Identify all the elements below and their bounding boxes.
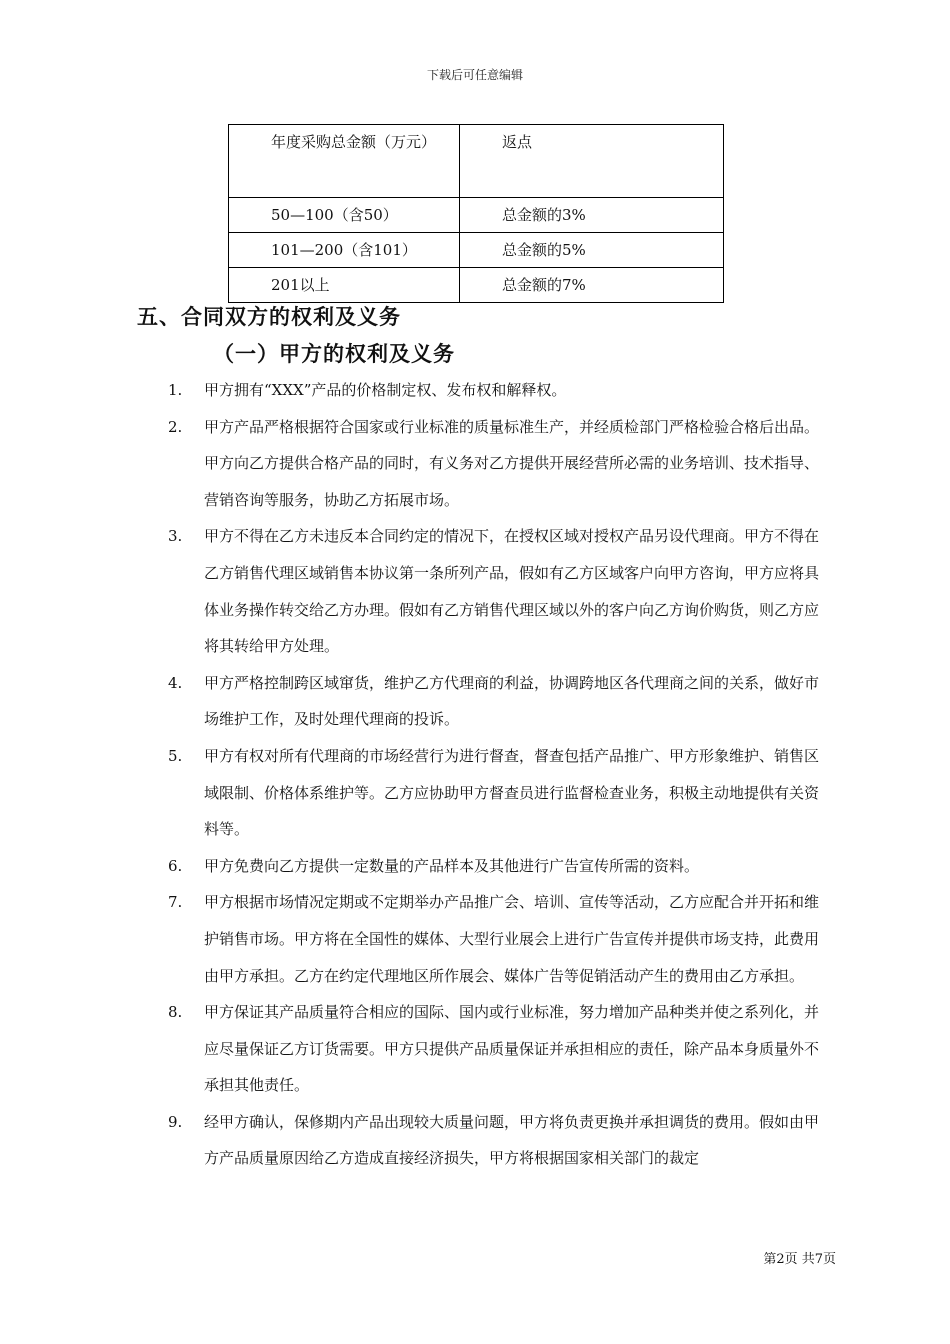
table-cell-amount: 101—200（含101）: [229, 233, 460, 268]
page-footer: 第2页 共7页: [763, 1252, 836, 1267]
table-row: [229, 268, 724, 303]
obligation-list: [0, 372, 950, 1177]
item-text: 经甲方确认，保修期内产品出现较大质量问题，甲方将负责更换并承担调货的费用。假如由甲方产品质量原因给乙方造成直接经济损失，甲方将根据国家相关部门的裁定: [204, 1112, 820, 1168]
item-number: 8.: [168, 1003, 183, 1022]
subsection-title: （一）甲方的权利及义务: [213, 342, 455, 366]
item-number: 6.: [168, 856, 183, 875]
list-item: [0, 372, 830, 409]
table-row: [229, 198, 724, 233]
list-item: [0, 665, 830, 738]
item-text: 甲方严格控制跨区域窜货，维护乙方代理商的利益，协调跨地区各代理商之间的关系，做好市场维护工作，及时处理代理商的投诉。: [204, 673, 820, 729]
table-header-row: [229, 125, 724, 198]
table-header-rebate: 返点: [460, 125, 724, 198]
list-item: [0, 848, 830, 885]
item-number: 4.: [168, 673, 183, 692]
table-cell-amount: 201以上: [229, 268, 460, 303]
item-text: 甲方保证其产品质量符合相应的国际、国内或行业标准，努力增加产品种类并使之系列化，并应尽量保证乙方订货需要。甲方只提供产品质量保证并承担相应的责任，除产品本身质量外不承担其他责任。: [204, 1003, 820, 1095]
item-text: 甲方有权对所有代理商的市场经营行为进行督查，督查包括产品推广、甲方形象维护、销售区域限制、价格体系维护等。乙方应协助甲方督查员进行监督检查业务，积极主动地提供有关资料等。: [204, 746, 820, 839]
rebate-table: [228, 124, 724, 303]
item-number: 9.: [168, 1112, 183, 1131]
table-cell-rebate: 总金额的5%: [460, 233, 724, 268]
table-header-amount: 年度采购总金额（万元）: [229, 125, 460, 198]
item-number: 7.: [168, 893, 183, 912]
item-text: 甲方不得在乙方未违反本合同约定的情况下，在授权区域对授权产品另设代理商。甲方不得在乙方销售代理区域销售本协议第一条所列产品，假如有乙方区域客户向甲方咨询，甲方应将具体业务操作转交给乙方办理。假如有乙方销售代理区域以外的客户向乙方询价购货，则乙方应将其转给甲方处理。: [204, 527, 820, 656]
list-item: [0, 994, 830, 1104]
table-cell-amount: 50—100（含50）: [229, 198, 460, 233]
item-number: 5.: [168, 746, 183, 765]
list-item: [0, 409, 830, 519]
item-text: 甲方免费向乙方提供一定数量的产品样本及其他进行广告宣传所需的资料。: [204, 856, 700, 875]
item-text: 甲方拥有“XXX”产品的价格制定权、发布权和解释权。: [204, 381, 567, 399]
table-cell-rebate: 总金额的3%: [460, 198, 724, 233]
section-title: 五、合同双方的权利及义务: [137, 305, 401, 329]
list-item: [0, 884, 830, 994]
table-cell-rebate: 总金额的7%: [460, 268, 724, 303]
page-header-note: 下载后可任意编辑: [426, 68, 523, 82]
item-number: 1.: [168, 381, 183, 399]
item-text: 甲方根据市场情况定期或不定期举办产品推广会、培训、宣传等活动，乙方应配合并开拓和维护销售市场。甲方将在全国性的媒体、大型行业展会上进行广告宣传并提供市场支持，此费用由甲方承担。乙方在约定代理地区所作展会、媒体广告等促销活动产生的费用由乙方承担。: [204, 893, 820, 985]
table-row: [229, 233, 724, 268]
item-number: 3.: [168, 527, 183, 546]
list-item: [0, 738, 830, 848]
list-item: [0, 518, 830, 664]
item-number: 2.: [168, 417, 183, 436]
item-text: 甲方产品严格根据符合国家或行业标准的质量标准生产，并经质检部门严格检验合格后出品。甲方向乙方提供合格产品的同时，有义务对乙方提供开展经营所必需的业务培训、技术指导、营销咨询等服务，协助乙方拓展市场。: [204, 417, 820, 509]
list-item: [0, 1104, 830, 1177]
